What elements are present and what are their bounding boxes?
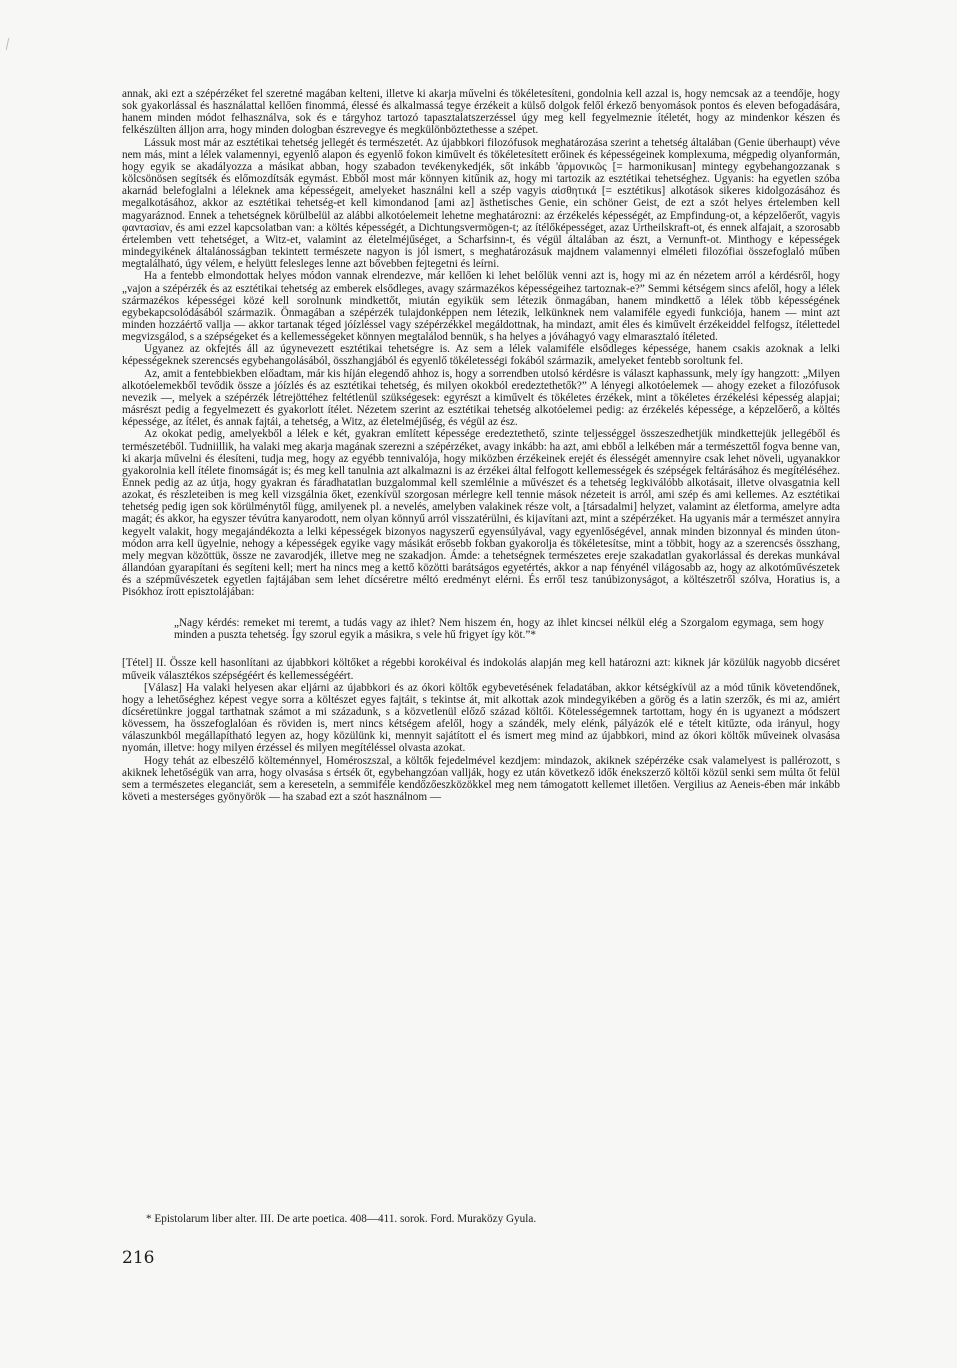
body-paragraph: Ha a fentebb elmondottak helyes módon vannak elrendezve, már kellően ki lehet belőlük venni azt is, hogy mi az én nézetem arról a kérdésről, hogy „vajon a szépérzék és az esztétikai tehetség az emberek elsődleges, avagy származékos képességeihez tartoznak-e?” Semmi kétségem sincs afelől, hogy a lélek származékos képességei közé kell sorolnunk mindkettőt, miután egyikük sem létezik önmagában, hanem mindkettő a lélek több képességének egybekapcsolódásából származik. Önmagában a szépérzék tulajdonképpen nem létezik, lelkünknek nem valamiféle egyedi funkciója, hanem — mint azt minden hozzáértő vallja — akkor tartanak téged jóízléssel vagy szépérzékkel megáldottnak, ha mindazt, amit éles és kiművelt érzékeiddel felfogsz, ítélettedel megvizsgálod, s a szépségeket és a kellemességeket könnyen megtalálod bennük, s ha helyes a jóváhagyó vagy elmarasztaló ítéleted. [122, 270, 840, 344]
stray-mark [6, 38, 9, 50]
body-paragraph: annak, aki ezt a szépérzéket fel szeretné magában kelteni, illetve ki akarja művelni és tökéletesíteni, gondolnia kell azzal is, hogy nemcsak az a teendője, hogy sok gyakorlással és használattal kellően finommá, élessé és alkalmassá tegye érzékeit a külső dolgok felől érkező benyomások pontos és eleven befogadására, hanem minden módot felhasználva, sok és e tárgyhoz tartozó tapasztalatszerzéssel úgy meg kell fegyelmeznie ítéletét, hogy az mindenkor készen és felkészülten álljon arra, hogy minden dologban észrevegye és megkülönböztethesse a szépet. [122, 88, 840, 137]
section-paragraph: Hogy tehát az elbeszélő költeménnyel, Homéroszszal, a költők fejedelmével kezdjem: mindazok, akiknek szépérzéke csak valamelyest is pallérozott, s akiknek lehetőségük van arra, hogy olvasása s értsék őt, egybehangzóan vallják, hogy ez után következő idők énekszerző költői közül senki sem múlta őt felül sem a természetes eleganciát, sem a kereseteln, a semmiféle kendőzőeszközökkel meg nem támogatott kellemet illetően. Vergilius az Aeneis-ében már inkább követi a mesterséges gyönyörök — ha szabad ezt a szót használnom — [122, 754, 840, 804]
horatius-quote: „Nagy kérdés: remeket mi teremt, a tudás vagy az ihlet? Nem hiszem én, hogy az ihlet kincsei nélkül elég a Szorgalom egymaga, sem hogy minden a puszta tehetség. Így szorul egyik a másikra, s vele hű frigyet így köt.”* [174, 616, 824, 641]
section-ii [122, 657, 840, 803]
body-paragraph: Ugyanez az okfejtés áll az úgynevezett esztétikai tehetségre is. Az sem a lélek valamiféle elsődleges képessége, hanem csakis azoknak a lelki képességeknek szerencsés egybehangolásából, összhangjából és egyenlő tökéletességi fokából származik, amelyeket fentebb soroltunk fel. [122, 343, 840, 368]
body-text [122, 88, 840, 599]
section-paragraph: [Válasz] Ha valaki helyesen akar eljárni az újabbkori és az ókori költők egybevetésének feladatában, akkor kétségkívül az a mód tűnik követendőnek, hogy a lehetőséghez képest vegye sorra a költészet egyes fajtáit, s tekintse át, mit alkottak azok mindegyikében a görög és a latin szerzők, és mi az, amiért dícséretünkre joggal tarthatnak számot a mi századunk, s a közvetlenül előző század költői. Kötelességemnek tartottam, hogy én is ugyanezt a módszert kövessem, ha összefoglalóan és röviden is, mert nincs kétségem afelől, hogy a szándék, mely elénk, pályázók elé e tételt kitűzte, oda irányul, hogy válaszunkból megállapítható legyen az, hogy közülünk ki, mennyit sajátított el és ismert meg mind az újabbkori, mind az ókori költők műveinek olvasása nyomán, illetve: hogy milyen érzéssel és milyen megítéléssel olvasta azokat. [122, 681, 840, 755]
footnote: * Epistolarum liber alter. III. De arte poetica. 408—411. sorok. Ford. Muraközy Gyula. [146, 1213, 537, 1225]
section-paragraph: [Tétel] II. Össze kell hasonlítani az újabbkori költőket a régebbi korokéival és indokolás alapján meg kell határozni azt: kiknek jár közülük nagyobb dicséret műveik választékos szépségéért és kellemességéért. [122, 657, 840, 682]
body-paragraph: Az okokat pedig, amelyekből a lélek e két, gyakran említett képessége eredeztethető, szinte teljességgel összeszedhetjük mindkettejük jellegéből és természetéből. Tudniillik, ha valaki meg akarja magának szerezni a szépérzéket, avagy inkább: ha azt, ami ebből a lelkében már a természettől fogva benne van, ki akarja művelni és élesíteni, tudja meg, hogy az egyébb tennivalója, hogy miközben érzékeinek erejét és élességét amennyire csak lehet növeli, ugyanakkor gyakorolnia kell ítélete finomságát is; és meg kell tanulnia azt alkalmazni is az érzékei által felfogott kellemességek és szépségek feltárásához és megítéléséhez. Ennek pedig az az útja, hogy gyakran és fáradhatatlan buzgalommal kell szemlélnie a művészet és a tehetség legkiválóbb alkotásait, illetve olvasgatnia kell azokat, és részleteiben is meg kell vizsgálnia őket, ezenkívül szorgosan mérlegre kell tennie mások nézeteit is arról, ami szép és ami kellemes. Az esztétikai tehetség pedig igen sok körülménytől függ, amilyenek pl. a nevelés, amelyben valakinek része volt, a [társadalmi] helyzet, valamint az életforma, amelyre adta magát; és akkor, ha egyszer tévútra kanyarodott, nem olyan könnyű arról visszatérülni, és kijavítani azt, mint a szépérzéket. Ha ugyanis már a természet annyira kegyelt valakit, hogy megajándékozta a lelki képességek bizonyos nagyszerű egyensúlyával, vagy egyenlőségével, annak minden bizonnyal és minden úton-módon arra kell ügyelnie, nehogy a képességek egyike vagy másikát erősebb fokban gyakorolja és tökéletesítse, mint a többit, hogy az a szerencsés összhang, mely megvan közöttük, össze ne zavarodjék, illetve meg ne szakadjon. Ámde: a tehetségnek természetes ereje szakadatlan gyakorlással és derekas munkával állandóan gyarapítani és segíteni kell; mert ha nincs meg a kettő közötti barátságos egyetértés, akkor a nap fényénél világosabb az, hogy az alkotóművészetek és a szépművészetek egyetlen fajtájában sem lehet dícséretre méltó eredményt elérni. És erről tesz tanúbizonyságot, a költészetről szólva, Horatius is, a Pisókhoz írott episztolájában: [122, 428, 840, 599]
body-paragraph: Lássuk most már az esztétikai tehetség jellegét és természetét. Az újabbkori filozófusok meghatározása szerint a tehetség általában (Genie überhaupt) véve nem más, mint a lélek valamennyi, egyenlő alapon és egyenlő fokon kiművelt és tökéletesített erőinek és képességeinek komplexuma, mégpedig olyanformán, hogy egyik se akadályozza a másikat abban, hogy szabadon tevékenykedjék, sőt inkább 'ἁρμονικῶς [= harmonikusan] mintegy egybehangozzanak s kölcsönösen segítsék és előmozdítsák egymást. Ebből most már könnyen kitűnik az, hogy mi tartozik az esztétikai tehetséghez. Ugyanis: ha egyetlen szóba akarnád belefoglalni a léleknek ama képességeit, amelyeket használni kell a szép vagyis αἰσθητικά [= esztétikus] alkotások sikeres kidolgozásához és megalkotásához, akkor az esztétikai tehetség-et kell kimondanod [ami az] ästhetisches Genie, ein schöner Geist, de ezt a szót helyes értelemben kell magyaráznod. Ennek a tehetségnek körülbelül az alábbi alkotóelemeit lehetne meghatározni: az érzékelés képességét, az Empfindung-ot, a képzelőerőt, vagyis φαντασίαν, és ami ezzel kapcsolatban van: a költés képességét, a Dichtungsvermögen-t; az ítélőképességet, azaz Urtheilskraft-ot, és ennek alfajait, a szorosabb értelemben vett tehetséget, a Witz-et, valamint az életelméjűséget, a Scharfsinn-t, és végül általában az észt, a Vernunft-ot. Minthogy e képességek mindegyikének általánosságban tekintett természete nagyon is jól ismert, s meghatározásuk majdnem valamennyi elméleti filozófiai összefoglaló műben megtalálható, úgy vélem, e helyütt felesleges lenne azt bővebben fejtegetni és leírni. [122, 136, 840, 271]
main-text [122, 88, 840, 803]
body-paragraph: Az, amit a fentebbiekben előadtam, már kis híján elegendő ahhoz is, hogy a sorrendben utolsó kérdésre is választ kaphassunk, mely így hangzott: „Milyen alkotóelemekből tevődik össze a jóízlés és az esztétikai tehetség, és milyen okokból eredeztethetők?” A lényegi alkotóelemek — ahogy ezeket a filozófusok nevezik —, melyek a szépérzék létrejöttéhez feltétlenül szükségesek: egyrészt a kiművelt és tökéletes érzékek, mint a tökéletes érzékelési képesség alapjai; másrészt pedig a fegyelmezett és gyakorlott ítélet. Nézetem szerint az esztétikai tehetség alkotóelemei pedig: az érzékelés képessége, a képzelőerő, a költés képessége, az ítélet, és annak fajtái, a tehetség, a Witz, az életelméjűség, és végül az ész. [122, 367, 840, 429]
page-number: 216 [122, 1248, 155, 1268]
